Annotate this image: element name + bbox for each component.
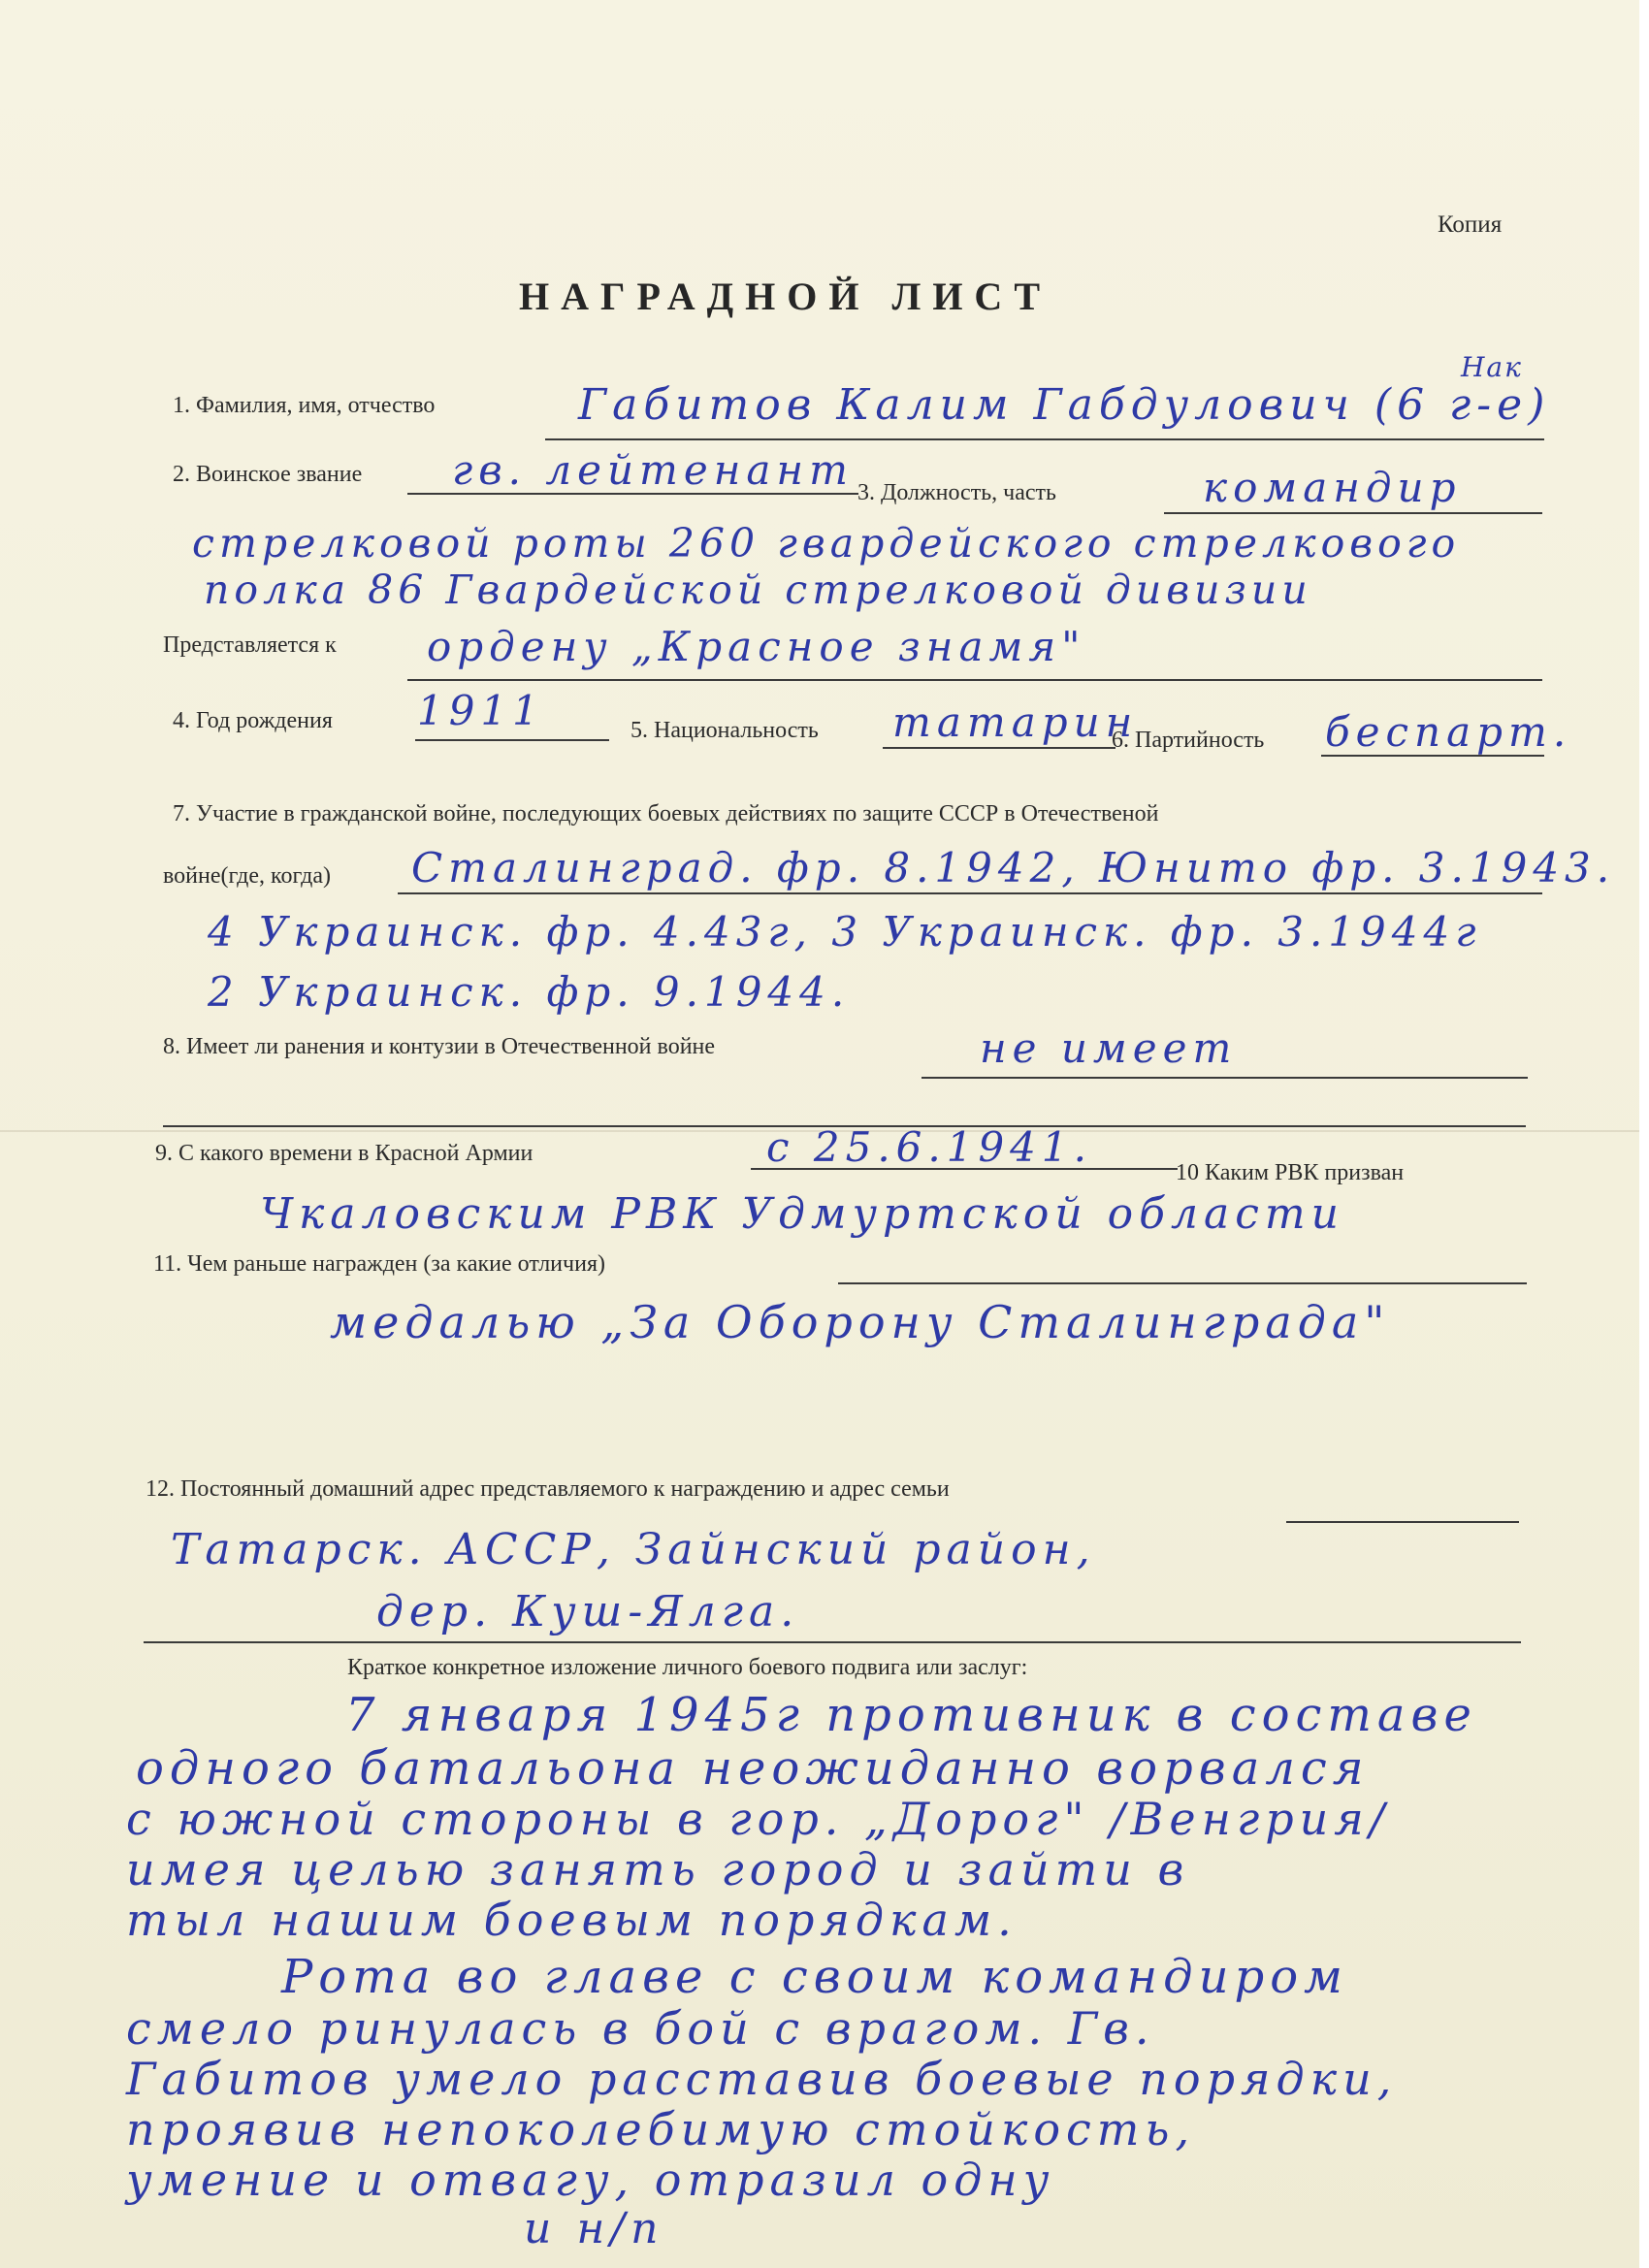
field-6-value: беспарт. — [1325, 708, 1572, 756]
field-9-label: 9. С какого времени в Красной Армии — [155, 1141, 534, 1166]
field-4-label: 4. Год рождения — [173, 708, 333, 733]
summary-line: умение и отвагу, отразил одну — [126, 2154, 1055, 2206]
field-11-underline — [838, 1282, 1527, 1284]
copy-label: Копия — [1438, 211, 1503, 238]
field-2-label: 2. Воинское звание — [173, 462, 363, 487]
field-7-label: 7. Участие в гражданской войне, последующих боевых действиях по защите СССР в Отечественой — [173, 801, 1159, 826]
field-3-underline — [1164, 512, 1542, 514]
field-12-extra-line — [144, 1641, 1521, 1643]
summary-line: Рота во главе с своим командиром — [281, 1950, 1348, 2004]
summary-line: имея целью занять город и зайти в — [126, 1843, 1190, 1895]
field-9-value: с 25.6.1941. — [766, 1123, 1092, 1171]
summary-line: проявив непоколебимую стойкость, — [126, 2103, 1196, 2155]
field-10-value: Чкаловским РВК Удмуртской области — [260, 1189, 1344, 1239]
field-4-value: 1911 — [417, 687, 544, 734]
award-value: ордену „Красное знамя" — [427, 623, 1086, 670]
field-12-value-1: Татарск. АССР, Зайнский район, — [171, 1525, 1096, 1574]
field-8-underline — [922, 1077, 1528, 1079]
field-1-value: Габитов Калим Габдулович (6 г-е) — [578, 380, 1551, 430]
field-10-label: 10 Каким РВК призван — [1176, 1160, 1405, 1185]
field-7-value-2: 4 Украинск. фр. 4.43г, 3 Украинск. фр. 3.1944г — [208, 908, 1482, 956]
summary-line: тыл нашим боевым порядкам. — [126, 1894, 1018, 1946]
field-5-value: татарин — [892, 698, 1139, 746]
field-7-label-2: войне(где, когда) — [163, 863, 331, 889]
field-7-underline — [398, 892, 1542, 894]
document-title: НАГРАДНОЙ ЛИСТ — [519, 275, 1051, 318]
field-2-value: гв. лейтенант — [452, 446, 854, 494]
field-3-continuation-2: полка 86 Гвардейской стрелковой дивизии — [204, 567, 1312, 613]
award-label: Представляется к — [163, 632, 337, 658]
field-3-label: 3. Должность, часть — [857, 480, 1056, 505]
field-8-label: 8. Имеет ли ранения и контузии в Отечественной войне — [163, 1034, 716, 1059]
field-7-value-1: Сталинград. фр. 8.1942, Юнито фр. 3.1943. — [411, 844, 1616, 891]
field-12-value-2: дер. Куш-Ялга. — [376, 1587, 800, 1636]
field-1-underline — [545, 438, 1544, 440]
field-11-value: медалью „За Оборону Сталинграда" — [330, 1296, 1391, 1348]
field-4-underline — [415, 739, 609, 741]
summary-heading: Краткое конкретное изложение личного боевого подвига или заслуг: — [347, 1655, 1028, 1680]
field-7-value-3: 2 Украинск. фр. 9.1944. — [208, 968, 851, 1016]
summary-line: 7 января 1945г противник в составе — [345, 1688, 1477, 1742]
field-1-note: Нак — [1461, 351, 1523, 383]
award-underline — [407, 679, 1542, 681]
field-12-underline — [1286, 1521, 1519, 1523]
field-6-label: 6. Партийность — [1112, 728, 1265, 753]
summary-line: с южной стороны в гор. „Дорог" /Венгрия/ — [126, 1793, 1391, 1845]
field-1-label: 1. Фамилия, имя, отчество — [173, 393, 436, 418]
summary-line: смело ринулась в бой с врагом. Гв. — [126, 2002, 1155, 2055]
field-11-label: 11. Чем раньше награжден (за какие отличия) — [153, 1251, 605, 1277]
field-5-label: 5. Национальность — [630, 718, 819, 743]
field-5-underline — [883, 747, 1116, 749]
summary-line: одного батальона неожиданно ворвался — [136, 1741, 1370, 1796]
summary-line: Габитов умело расставив боевые порядки, — [126, 2053, 1398, 2105]
field-3-continuation-1: стрелковой роты 260 гвардейского стрелкового — [192, 520, 1461, 567]
field-12-label: 12. Постоянный домашний адрес представляемого к награждению и адрес семьи — [146, 1476, 950, 1502]
summary-line: и н/п — [524, 2204, 664, 2253]
field-3-value: командир — [1203, 464, 1462, 511]
field-8-value: не имеет — [980, 1024, 1238, 1072]
